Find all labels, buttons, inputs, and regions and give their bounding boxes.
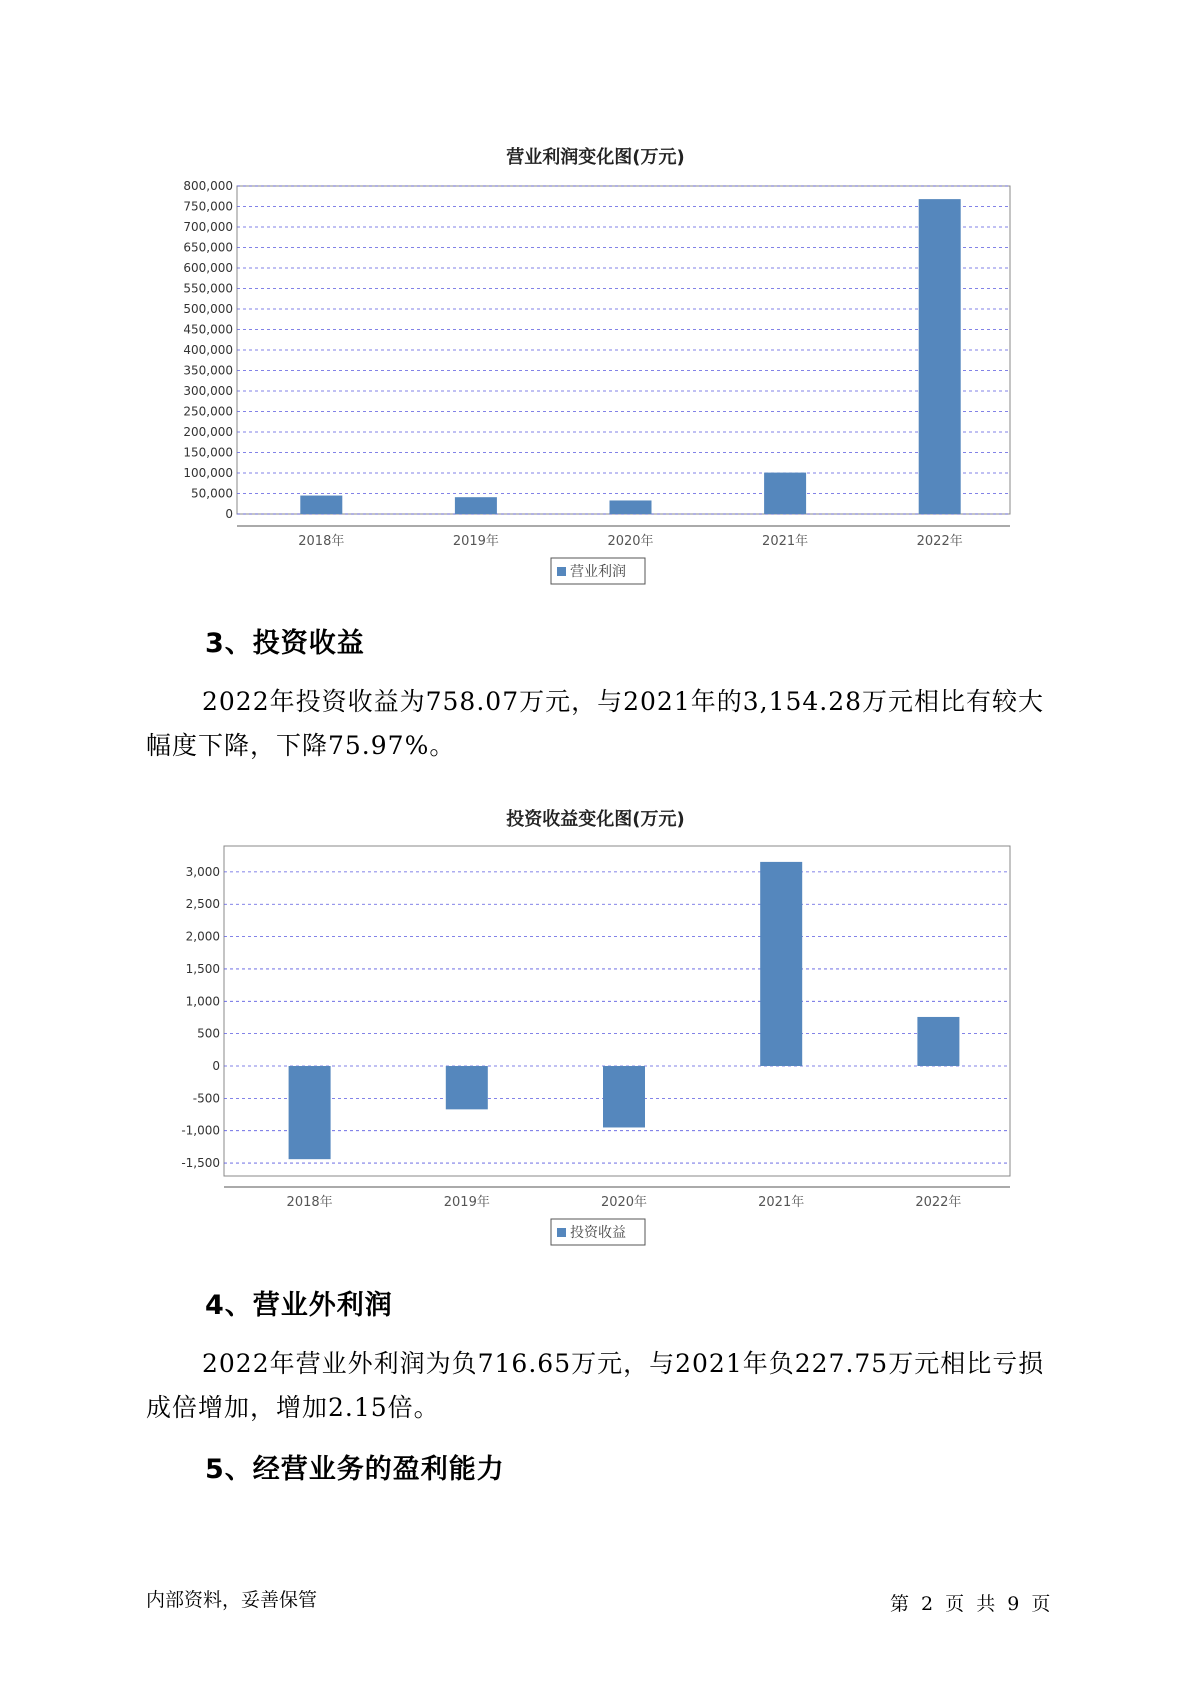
y-tick-label: 300,000 xyxy=(183,384,233,398)
y-tick-label: -500 xyxy=(192,1091,220,1106)
y-tick-label: 550,000 xyxy=(183,281,233,296)
y-tick-label: 450,000 xyxy=(183,322,233,337)
section5-heading: 5、经营业务的盈利能力 xyxy=(205,1454,505,1485)
x-tick-label: 2018年 xyxy=(298,534,345,549)
section3-paragraph: 2022年投资收益为758.07万元，与2021年的3,154.28万元相比有较大幅度下降，下降75.97%。 xyxy=(146,687,1045,760)
y-tick-label: 0 xyxy=(225,507,233,521)
footer-page-number: 第 2 页 共 9 页 xyxy=(890,1593,1051,1615)
y-tick-label: 1,000 xyxy=(185,994,220,1009)
legend-label: 营业利润 xyxy=(570,564,626,580)
y-tick-label: -1,500 xyxy=(181,1156,220,1171)
x-tick-label: 2022年 xyxy=(915,1195,962,1210)
y-tick-label: 500 xyxy=(197,1026,220,1041)
y-tick-label: 650,000 xyxy=(183,240,233,255)
bar xyxy=(760,862,802,1066)
y-tick-label: 150,000 xyxy=(183,445,233,460)
y-tick-label: 2,000 xyxy=(185,929,220,944)
y-tick-label: 1,500 xyxy=(185,961,220,976)
y-tick-label: 750,000 xyxy=(183,199,233,214)
x-tick-label: 2019年 xyxy=(452,534,499,549)
x-tick-label: 2021年 xyxy=(758,1195,805,1210)
y-tick-label: 700,000 xyxy=(183,220,233,234)
y-tick-label: 400,000 xyxy=(183,343,233,357)
y-tick-label: 350,000 xyxy=(183,363,233,378)
section3-heading: 3、投资收益 xyxy=(205,628,365,659)
section4-paragraph: 2022年营业外利润为负716.65万元，与2021年负227.75万元相比亏损成倍增加，增加2.15倍。 xyxy=(146,1349,1045,1422)
chart2-title: 投资收益变化图(万元) xyxy=(506,809,685,830)
y-tick-label: 100,000 xyxy=(183,466,233,480)
y-tick-label: 200,000 xyxy=(183,425,233,439)
bar xyxy=(446,1066,488,1109)
bar xyxy=(289,1066,331,1159)
y-tick-label: 0 xyxy=(212,1059,220,1073)
footer-confidential-note: 内部资料，妥善保管 xyxy=(146,1589,318,1611)
y-tick-label: 50,000 xyxy=(191,486,233,501)
y-tick-label: 500,000 xyxy=(183,302,233,316)
y-tick-label: 3,000 xyxy=(185,864,220,879)
y-tick-label: -1,000 xyxy=(181,1123,220,1138)
legend-label: 投资收益 xyxy=(570,1225,626,1241)
y-tick-label: 2,500 xyxy=(185,897,220,912)
bar xyxy=(917,1017,959,1066)
y-tick-label: 800,000 xyxy=(183,179,233,193)
x-tick-label: 2019年 xyxy=(443,1195,490,1210)
x-tick-label: 2021年 xyxy=(762,534,809,549)
x-tick-label: 2020年 xyxy=(600,1195,648,1210)
chart1-title: 营业利润变化图(万元) xyxy=(506,147,685,168)
section4-heading: 4、营业外利润 xyxy=(205,1290,393,1321)
y-tick-label: 250,000 xyxy=(183,404,233,419)
x-tick-label: 2018年 xyxy=(286,1195,333,1210)
x-tick-label: 2020年 xyxy=(607,534,654,549)
bar xyxy=(603,1066,645,1127)
legend-swatch xyxy=(557,1228,566,1237)
y-tick-label: 600,000 xyxy=(183,261,233,275)
x-tick-label: 2022年 xyxy=(916,534,963,549)
